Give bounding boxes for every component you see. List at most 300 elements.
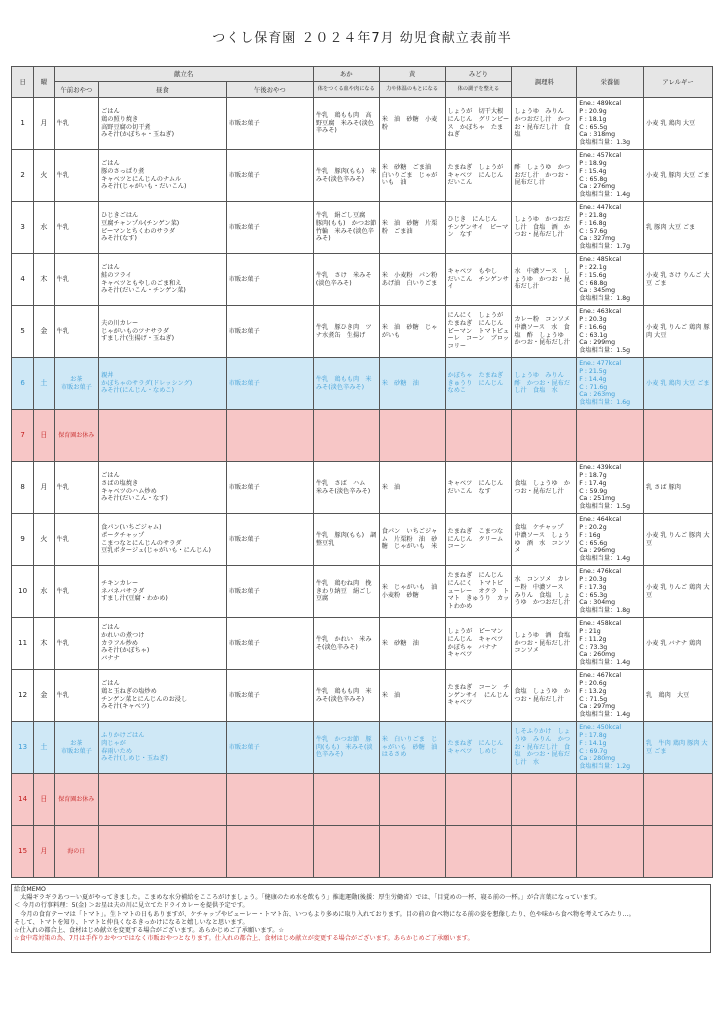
green-food-cell (445, 826, 512, 878)
yellow-food-cell (379, 826, 445, 878)
seasonings: 食塩 しょうゆ かつお・昆布だし汁 (514, 479, 571, 495)
day-cell (12, 826, 34, 878)
day-cell (12, 670, 34, 722)
morning-snack-item: 牛乳 (56, 483, 69, 491)
seasoning-cell (512, 826, 577, 878)
red-foods: 牛乳 豚ひき肉 ツナ水煮缶 生揚げ (315, 323, 372, 339)
lunch-item: バナナ (101, 655, 120, 663)
nutrition-value: P : 20.3g (579, 316, 607, 323)
afternoon-snack: 市販お菓子 (228, 587, 260, 595)
morning-snack-cell (54, 618, 99, 670)
afternoon-snack-cell (226, 826, 313, 878)
seasoning-cell (512, 410, 577, 462)
green-food-cell (445, 358, 512, 410)
red-foods: 牛乳 さば ハム 米みそ(淡色辛みそ) (315, 479, 372, 495)
weekday-cell (34, 618, 54, 670)
seasoning-cell (512, 202, 577, 254)
red-food-cell (313, 358, 379, 410)
morning-snack-item: 市販お菓子 (60, 747, 92, 755)
nutrition-cell (577, 566, 644, 618)
lunch-cell (99, 670, 227, 722)
red-food-cell (313, 202, 383, 254)
morning-snack-item: お茶 (70, 739, 83, 747)
table-row (12, 410, 713, 462)
lunch-item: 夫の川カレー (101, 319, 139, 327)
green-food-cell (445, 670, 515, 722)
afternoon-snack: 市販お菓子 (228, 483, 260, 491)
morning-snack-item: 海の日 (67, 847, 86, 855)
morning-snack-item: お茶 (70, 375, 83, 383)
nutrition-value: C : 65.8g (579, 175, 608, 183)
lunch-cell (99, 358, 227, 410)
green-food-cell (445, 462, 512, 514)
afternoon-snack-cell (226, 462, 313, 514)
allergy-cell (644, 202, 713, 254)
seasonings: 食塩 ケチャップ 中濃ソース しょうゆ 酒 水 コンソメ (514, 524, 571, 555)
yellow-food-cell (379, 306, 445, 358)
nutrition-value: Ca : 299mg (579, 339, 616, 347)
seasoning-cell (512, 358, 577, 410)
weekday-cell (34, 826, 54, 878)
green-foods: キャベツ にんじん だいこん なす (447, 479, 510, 495)
table-row (12, 670, 713, 722)
green-foods: かぼちゃ たまねぎ きゅうり にんじん なめこ (447, 371, 510, 395)
lunch-cell (99, 410, 227, 462)
header-green: みどり (445, 67, 512, 82)
seasoning-cell (512, 98, 577, 150)
afternoon-snack: 市販お菓子 (228, 223, 260, 231)
afternoon-snack: 市販お菓子 (228, 743, 260, 751)
nutrition-value: Ca : 297mg (579, 703, 616, 711)
allergens: 小麦 乳 鶏肉 大豆 ごま (646, 379, 710, 387)
weekday-cell (34, 98, 54, 150)
memo-notice: ☆食中毒対策の為、7月は手作りおやつではなく市販おやつとなります。仕入れの都合上、食材はじめ献立が変更する場合がございます。あらかじめご了承願います。 (14, 935, 474, 943)
nutrition-value: P : 20.9g (579, 108, 607, 115)
lunch-item: みそ汁(キャベツ) (101, 703, 150, 711)
afternoon-snack-cell (226, 774, 313, 826)
afternoon-snack-cell (226, 202, 313, 254)
afternoon-snack: 市販お菓子 (228, 379, 260, 387)
weekday: 水 (40, 587, 48, 596)
afternoon-snack-cell (226, 670, 313, 722)
lunch-item: こまつなとにんじんのサラダ (101, 539, 182, 547)
morning-snack-item: 牛乳 (56, 639, 69, 647)
nutrition-value: 食塩相当量：1.8g (579, 295, 631, 302)
lunch-item: キャベツともやしのごま和え (101, 279, 182, 287)
lunch-cell (99, 98, 227, 150)
red-food-cell (313, 410, 379, 462)
lunch-memo (11, 884, 711, 953)
seasoning-cell (512, 150, 577, 202)
seasoning-cell (512, 306, 577, 358)
nutrition-value: Ene.: 485kcal (579, 256, 622, 264)
red-foods: 牛乳 豚肉(もも) 調整豆乳 (315, 531, 377, 547)
lunch-item: ごはん (101, 264, 120, 271)
nutrition-value: Ca : 260mg (579, 651, 616, 659)
nutrition-value: C : 63.1g (579, 331, 608, 339)
nutrition-value: F : 16.8g (579, 219, 607, 227)
table-row (12, 358, 713, 410)
red-food-cell (313, 566, 379, 618)
yellow-foods: 米 じゃがいも 油 小麦粉 砂糖 (381, 583, 444, 599)
memo-line: 今月の食育テーマは「トマト」。生トマトの日もありますが、ケチャップやピューレー・トマト缶、いつもより多めに取り入れております。目の前の食べ物になる前の姿を想像したり、色や味から食べ物を考えてみたり…。 (14, 910, 635, 918)
morning-snack-item: 牛乳 (56, 327, 69, 335)
weekday: 月 (40, 483, 48, 492)
allergy-cell (644, 98, 713, 150)
allergy-cell (644, 254, 713, 306)
afternoon-snack-cell (226, 98, 313, 150)
header-morning-snack: 午前おやつ (54, 82, 99, 98)
nutrition-value: F : 15.4g (579, 167, 607, 175)
nutrition-value: P : 21.5g (579, 368, 607, 375)
lunch-item: ごはん (101, 680, 120, 687)
lunch-item: じゃがいものツナサラダ (101, 327, 169, 335)
nutrition-value: F : 18.1g (579, 115, 607, 123)
morning-snack-cell (54, 566, 99, 618)
seasonings: 酢 しょうゆ かつおだし汁 かつお・昆布だし汁 (514, 163, 571, 187)
afternoon-snack: 市販お菓子 (228, 327, 260, 335)
lunch-cell (99, 150, 227, 202)
lunch-item: ピーマンとちくわのサラダ (101, 227, 176, 235)
morning-snack-item: 市販お菓子 (60, 383, 92, 391)
lunch-cell (99, 202, 227, 254)
lunch-item: みそ汁(かぼちゃ・玉ねぎ) (101, 131, 174, 139)
seasonings: しょうゆ みりん かつおだし汁 かつお・昆布だし汁 食塩 (514, 108, 571, 139)
table-row (12, 774, 713, 826)
lunch-item: 鶏の照り焼き (101, 115, 139, 123)
weekday-cell (34, 566, 54, 618)
table-row (12, 306, 713, 358)
seasonings: 水 中濃ソース しょうゆ かつお・昆布だし汁 (514, 267, 571, 291)
header-red-sub: 体をつくる血や肉になる (313, 82, 379, 98)
day-number: 8 (20, 483, 25, 492)
lunch-item: かぼちゃのサラダ(ドレッシング) (101, 379, 193, 387)
afternoon-snack-cell (226, 150, 313, 202)
yellow-food-cell (379, 462, 445, 514)
nutrition-cell (577, 254, 644, 306)
nutrition-value: P : 21.8g (579, 212, 607, 219)
yellow-foods: 米 油 (381, 483, 401, 491)
allergy-cell (644, 358, 713, 410)
nutrition-value: Ca : 345mg (579, 287, 616, 295)
morning-snack-cell (54, 774, 99, 826)
nutrition-value: 食塩相当量：1.7g (579, 243, 631, 250)
lunch-item: 豆腐チャンプル(チンゲン菜) (101, 219, 180, 227)
nutrition-value: Ene.: 450kcal (579, 724, 622, 732)
header-red: あか (313, 67, 379, 82)
header-yellow: 黄 (379, 67, 445, 82)
nutrition-value: 食塩相当量：1.4g (579, 191, 631, 198)
lunch-item: さばの塩焼き (101, 479, 139, 487)
weekday: 土 (40, 379, 48, 388)
header-nutrition: 栄養価 (577, 67, 644, 98)
allergy-cell (644, 306, 713, 358)
lunch-item: 肉じゃが (101, 739, 126, 747)
weekday-cell (34, 358, 54, 410)
lunch-item: みそ汁(じゃがいも・だいこん) (101, 183, 187, 191)
lunch-cell (99, 462, 227, 514)
yellow-food-cell (379, 618, 445, 670)
lunch-cell (99, 722, 227, 774)
afternoon-snack-cell (226, 254, 313, 306)
red-food-cell (313, 514, 379, 566)
day-number: 7 (20, 431, 25, 440)
afternoon-snack-cell (226, 618, 313, 670)
lunch-item: キャベツとにんじんのナムル (101, 175, 182, 183)
allergens: 乳 さば 豚肉 (646, 483, 681, 491)
day-number: 2 (20, 171, 25, 180)
day-number: 15 (18, 847, 28, 856)
nutrition-value: 食塩相当量：1.2g (579, 763, 631, 770)
nutrition-value: Ene.: 457kcal (579, 152, 622, 160)
yellow-food-cell (379, 358, 445, 410)
yellow-foods: 米 小麦粉 パン粉 あげ油 白いりごま (381, 271, 444, 287)
afternoon-snack-cell (226, 358, 313, 410)
allergy-cell (644, 618, 713, 670)
red-foods: 牛乳 鶏むね肉 挽きわり納豆 絹ごし豆腐 (315, 579, 372, 603)
page-title: つくし保育園 ２０２４年7月 幼児食献立表前半 (212, 31, 512, 46)
green-foods: たまねぎ コーン チンゲンサイ にんじん キャベツ (447, 683, 515, 707)
day-cell (12, 150, 34, 202)
lunch-cell (99, 618, 227, 670)
red-food-cell (313, 462, 379, 514)
morning-snack-item: 保育園お休み (58, 795, 95, 803)
afternoon-snack-cell (226, 722, 313, 774)
allergy-cell (644, 150, 713, 202)
green-foods: しょうが 切干大根 にんじん グリンピース かぼちゃ たまねぎ (447, 108, 510, 139)
morning-snack-cell (54, 98, 99, 150)
lunch-item: みそ汁(かぼちゃ) (101, 647, 150, 655)
nutrition-value: P : 20.3g (579, 576, 607, 583)
nutrition-value: 食塩相当量：1.5g (579, 347, 631, 354)
allergens: 小麦 乳 鶏肉 大豆 (646, 119, 696, 127)
weekday: 月 (40, 847, 48, 856)
nutrition-value: C : 59.9g (579, 487, 608, 495)
nutrition-cell (577, 150, 644, 202)
seasoning-cell (512, 254, 577, 306)
nutrition-value: F : 11.2g (579, 635, 607, 643)
day-number: 10 (18, 587, 28, 596)
lunch-item: ポークチャップ (101, 531, 145, 539)
red-foods: 牛乳 かれい 米みそ(淡色辛みそ) (315, 635, 372, 651)
allergy-cell (644, 722, 713, 774)
nutrition-value: C : 71.5g (579, 695, 608, 703)
red-foods: 牛乳 さけ 米みそ(淡色辛みそ) (315, 271, 372, 287)
menu-body (12, 98, 713, 878)
morning-snack-cell (54, 462, 99, 514)
yellow-food-cell (379, 670, 445, 722)
nutrition-value: Ca : 304mg (579, 599, 616, 607)
day-cell (12, 358, 34, 410)
nutrition-value: F : 17.4g (579, 479, 607, 487)
menu-table (11, 66, 713, 878)
yellow-food-cell (379, 722, 445, 774)
red-foods: 牛乳 鶏もも肉 米みそ(淡色辛みそ) (315, 375, 372, 391)
green-food-cell (445, 514, 512, 566)
yellow-foods: 米 油 砂糖 小麦粉 (381, 115, 438, 131)
morning-snack-cell (54, 150, 99, 202)
day-number: 4 (20, 275, 25, 284)
nutrition-value: P : 20.2g (579, 524, 607, 531)
lunch-item: キャベツのハム炒め (101, 487, 157, 495)
yellow-foods: 食パン いちごジャム 片栗粉 油 砂糖 じゃがいも 米 (381, 527, 438, 551)
morning-snack-item: 牛乳 (56, 535, 69, 543)
lunch-cell (99, 254, 227, 306)
nutrition-value: F : 14.4g (579, 375, 607, 383)
lunch-item: ごはん (101, 472, 120, 479)
red-foods: 牛乳 絹ごし豆腐 豚肉(もも) かつお節 竹輪 米みそ(淡色辛みそ) (315, 212, 383, 243)
lunch-item: みそ汁(なす) (101, 235, 137, 243)
weekday: 日 (40, 795, 48, 804)
day-number: 9 (20, 535, 25, 544)
nutrition-value: Ca : 296mg (579, 547, 616, 555)
memo-heading: 給食MEMO (14, 886, 46, 893)
weekday: 金 (40, 691, 48, 700)
seasonings: 食塩 しょうゆ かつお・昆布だし汁 (514, 687, 571, 703)
day-number: 5 (20, 327, 25, 336)
day-number: 12 (18, 691, 28, 700)
morning-snack-cell (54, 514, 99, 566)
afternoon-snack: 市販お菓子 (228, 691, 260, 699)
lunch-item: みそ汁(にんじん・なめこ) (101, 387, 174, 395)
nutrition-value: Ca : 263mg (579, 391, 616, 399)
header-seasoning: 調理料 (512, 67, 577, 98)
nutrition-value: 食塩相当量：1.5g (579, 503, 631, 510)
table-row (12, 722, 713, 774)
day-cell (12, 722, 34, 774)
seasoning-cell (512, 670, 577, 722)
allergy-cell (644, 410, 713, 462)
lunch-item: 豚のさっぱり煮 (101, 167, 145, 175)
allergens: 小麦 乳 豚肉 大豆 ごま (646, 171, 710, 179)
green-foods: たまねぎ にんじん にんにく トマトピューレー オクラ トマト きゅうり カットわかめ (447, 572, 510, 611)
nutrition-value: C : 65.6g (579, 539, 608, 547)
red-food-cell (313, 254, 379, 306)
red-food-cell (313, 670, 379, 722)
green-foods: たまねぎ こまつな にんじん クリームコーン (447, 527, 510, 551)
seasonings: しそふりかけ しょうゆ みりん かつお・昆布だし汁 食塩 かつお・昆布だし汁 水 (514, 728, 571, 767)
nutrition-value: Ene.: 447kcal (579, 204, 622, 212)
morning-snack-item: 保育園お休み (58, 431, 95, 439)
green-foods: しょうが ピーマン にんじん キャベツ かぼちゃ バナナ キャベツ (447, 628, 510, 659)
lunch-item: すまし汁(生揚げ・玉ねぎ) (101, 335, 174, 343)
weekday: 金 (40, 327, 48, 336)
nutrition-value: P : 17.8g (579, 732, 607, 739)
afternoon-snack: 市販お菓子 (228, 171, 260, 179)
nutrition-value: C : 65.5g (579, 123, 608, 131)
green-food-cell (445, 618, 512, 670)
red-foods: 牛乳 かつお節 豚肉(もも) 米みそ(淡色辛みそ) (315, 735, 373, 759)
day-number: 1 (20, 119, 25, 128)
morning-snack-item: 牛乳 (56, 223, 69, 231)
table-row (12, 826, 713, 878)
header-weekday: 曜 (34, 67, 54, 98)
allergens: 乳 鶏肉 大豆 (646, 691, 690, 699)
morning-snack-cell (54, 722, 99, 774)
allergy-cell (644, 566, 713, 618)
lunch-item: ふりかけごはん (101, 732, 145, 739)
afternoon-snack: 市販お菓子 (228, 275, 260, 283)
lunch-item: 鶏と玉ねぎの塩炒め (101, 687, 157, 695)
yellow-foods: 米 油 (381, 691, 401, 699)
day-number: 3 (20, 223, 25, 232)
green-food-cell (445, 306, 512, 358)
nutrition-cell (577, 722, 644, 774)
morning-snack-item: 牛乳 (56, 275, 69, 283)
weekday-cell (34, 306, 54, 358)
morning-snack-cell (54, 202, 99, 254)
nutrition-cell (577, 774, 644, 826)
nutrition-value: F : 17.3g (579, 583, 607, 591)
day-cell (12, 566, 34, 618)
allergens: 小麦 乳 バナナ 鶏肉 (646, 639, 702, 647)
weekday: 木 (40, 275, 48, 284)
day-cell (12, 306, 34, 358)
seasoning-cell (512, 618, 577, 670)
morning-snack-item: 牛乳 (56, 587, 69, 595)
table-row (12, 150, 713, 202)
green-food-cell (445, 150, 512, 202)
nutrition-value: Ca : 327mg (579, 235, 616, 243)
lunch-item: ごはん (101, 108, 120, 115)
red-food-cell (313, 722, 379, 774)
seasoning-cell (512, 462, 577, 514)
weekday-cell (34, 150, 54, 202)
weekday: 土 (40, 743, 48, 752)
morning-snack-cell (54, 254, 99, 306)
nutrition-cell (577, 618, 644, 670)
allergens: 小麦 乳 りんご 豚肉 大豆 (646, 531, 710, 547)
yellow-food-cell (379, 150, 445, 202)
nutrition-value: Ca : 276mg (579, 183, 616, 191)
table-row (12, 514, 713, 566)
lunch-cell (99, 826, 227, 878)
nutrition-value: C : 65.3g (579, 591, 608, 599)
lunch-item: カラフル炒め (101, 639, 138, 647)
nutrition-value: P : 18.9g (579, 160, 607, 167)
green-foods: ひじき にんじん チンゲンサイ ピーマン なす (447, 215, 509, 239)
weekday: 火 (40, 535, 48, 544)
lunch-item: 食パン(いちごジャム) (101, 524, 162, 531)
seasonings: しょうゆ かつおだし汁 食塩 酒 かつお・昆布だし汁 (514, 215, 571, 239)
nutrition-value: P : 21g (579, 628, 601, 635)
yellow-food-cell (379, 410, 445, 462)
nutrition-value: 食塩相当量：1.4g (579, 659, 631, 666)
memo-line: ☆仕入れの都合上、食材はじめ献立を変更する場合がございます。あらかじめご了承願います。☆ (14, 926, 284, 934)
lunch-item: ごはん (101, 624, 120, 632)
lunch-item: ネバネバサラダ (101, 587, 145, 595)
day-cell (12, 514, 34, 566)
nutrition-cell (577, 202, 644, 254)
lunch-item: 豆乳ポタージュ(じゃがいも・にんじん) (101, 547, 211, 555)
table-row (12, 618, 713, 670)
lunch-cell (99, 566, 227, 618)
red-foods: 牛乳 鶏もも肉 米みそ(淡色辛みそ) (315, 687, 372, 703)
nutrition-value: Ca : 318mg (579, 131, 616, 139)
table-row (12, 254, 713, 306)
memo-line: そして、トマトを知り、トマトと仲良くなるきっかけになると嬉しいなと思います。 (14, 918, 249, 926)
nutrition-cell (577, 410, 644, 462)
lunch-item: 春雨いため (101, 747, 133, 755)
nutrition-value: F : 13.2g (579, 687, 607, 695)
weekday-cell (34, 670, 54, 722)
red-foods: 牛乳 豚肉(もも) 米みそ(淡色辛みそ) (315, 167, 377, 183)
morning-snack-item: 牛乳 (56, 691, 69, 699)
nutrition-cell (577, 670, 644, 722)
afternoon-snack-cell (226, 306, 313, 358)
yellow-foods: 米 砂糖 ごま油 白いりごま じゃがいも 油 (381, 163, 438, 187)
nutrition-cell (577, 826, 644, 878)
